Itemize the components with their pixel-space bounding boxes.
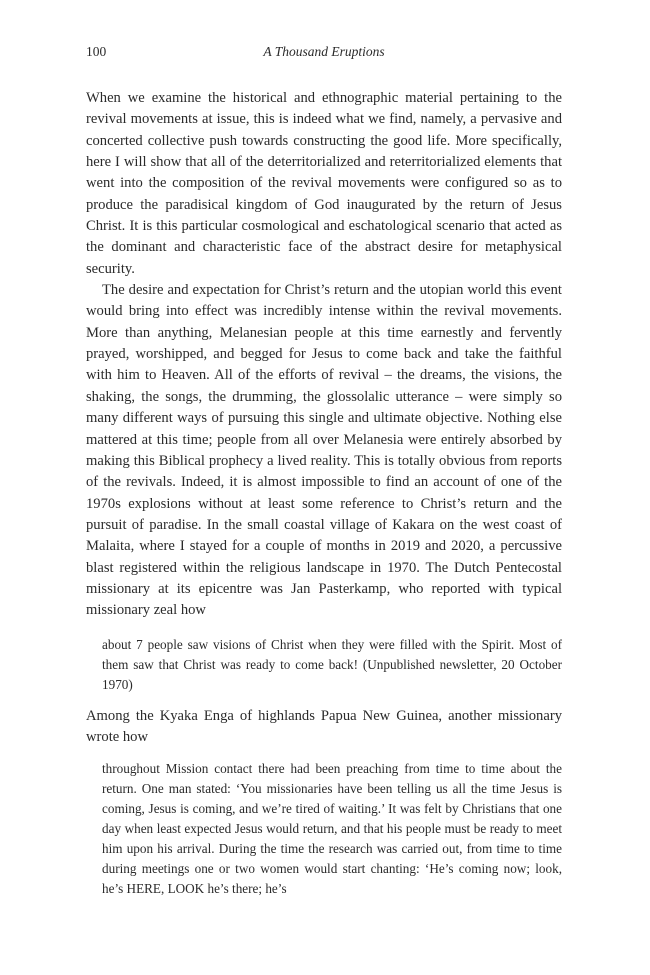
page-header bbox=[86, 44, 562, 66]
body-text bbox=[86, 88, 562, 899]
paragraph-3: Among the Kyaka Enga of highlands Papua New Guinea, another missionary wrote how bbox=[86, 707, 562, 745]
block-quote-2: throughout Mission contact there had been preaching from time to time about the return. One man stated: ‘You missionaries have been telling us all the time Jesus is coming, Jesus is coming, and we’re tired of waiting.’ It was felt by Christians that one day when least expected Jesus would return, and that his people must be ready to meet him upon his arrival. During the time the research was carried out, from time to time during meetings one or two women would start chanting: ‘He’s coming now; look, he’s HERE, LOOK he’s there; he’s bbox=[102, 761, 562, 897]
page-number: 100 bbox=[86, 44, 107, 59]
block-quote-1: about 7 people saw visions of Christ when they were filled with the Spirit. Most of them saw that Christ was ready to come back! (Unpublished newsletter, 20 October 1970) bbox=[102, 636, 562, 692]
paragraph-1: When we examine the historical and ethnographic material pertaining to the revival movements at issue, this is indeed what we find, namely, a pervasive and concerted collective push towards constructing the good life. More specifically, here I will show that all of the deterritorialized and reterritorialized elements that went into the composition of the revival movements were configured so as to produce the paradisical kingdom of God inaugurated by the return of Jesus Christ. It is this particular cosmological and eschatological scenario that acted as the dominant and characteristic face of the abstract desire for metaphysical security. bbox=[86, 90, 562, 277]
running-title: A Thousand Eruptions bbox=[263, 44, 385, 59]
paragraph-2: The desire and expectation for Christ’s return and the utopian world this event would bring into effect was incredibly intense within the revival movements. More than anything, Melanesian people at this time earnestly and fervently prayed, worshipped, and begged for Jesus to come back and take the faithful with him to Heaven. All of the efforts of revival – the dreams, the visions, the shaking, the songs, the drumming, the glossolalic utterance – were simply so many different ways of pursuing this single and ultimate objective. Nothing else mattered at this time; people from all over Melanesia were entirely absorbed by making this Biblical prophecy a lived reality. This is totally obvious from reports of the revivals. Indeed, it is almost impossible to find an account of one of the 1970s explosions without at least some reference to Christ’s return and the pursuit of paradise. In the small coastal village of Kakara on the west coast of Malaita, where I stayed for a couple of months in 2019 and 2020, a percussive blast registered within the religious landscape in 1970. The Dutch Pentecostal missionary at its epicentre was Jan Pasterkamp, who reported with typical missionary zeal how bbox=[86, 282, 562, 619]
